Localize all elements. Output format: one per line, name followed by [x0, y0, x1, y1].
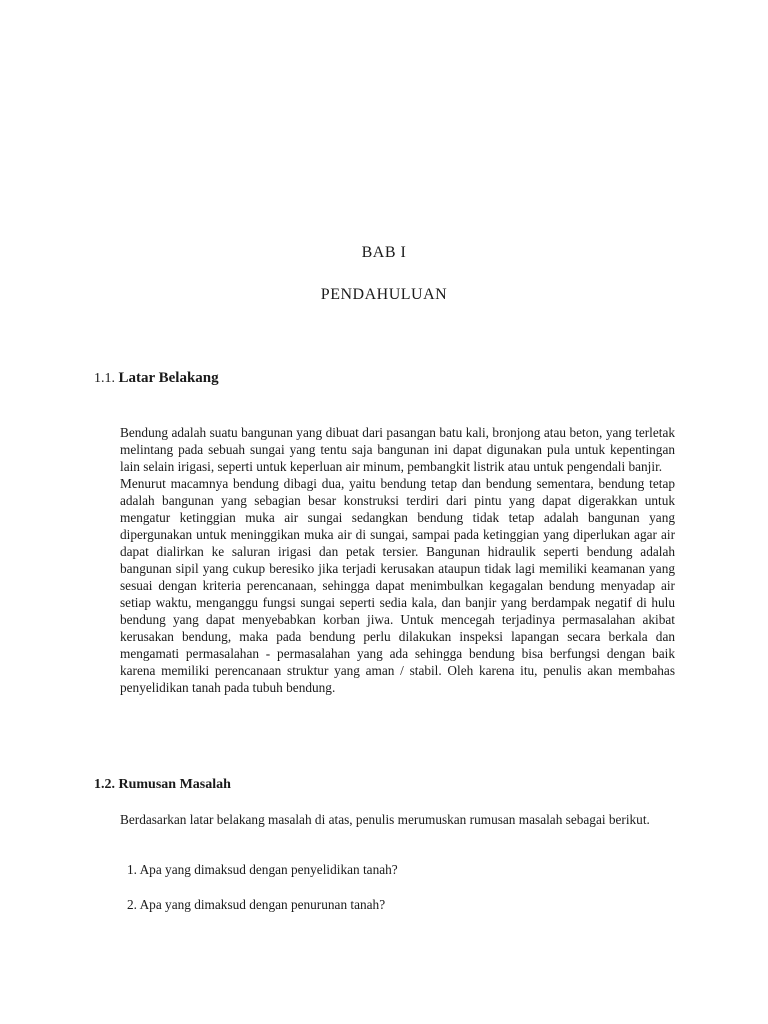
section-heading-rumusan-masalah: [94, 777, 231, 793]
paragraph: Bendung adalah suatu bangunan yang dibuat dari pasangan batu kali, bronjong atau beton, yang terletak melintang pada sebuah sungai yang tentu saja bangunan ini dapat digunakan pula untuk kepentingan lain selain irigasi, seperti untuk keperluan air minum, pembangkit listrik atau untuk pengendali banjir.: [120, 425, 675, 474]
paragraph: Menurut macamnya bendung dibagi dua, yaitu bendung tetap dan bendung sementara, bendung tetap adalah bangunan yang sebagian besar konstruksi terdiri dari pintu yang dapat digerakkan untuk mengatur ketinggian muka air sungai sedangkan bendung tidak tetap adalah bangunan yang dipergunakan untuk meninggikan muka air di sungai, sampai pada ketinggian yang diperlukan agar air dapat dialirkan ke saluran irigasi dan petak tersier. Bangunan hidraulik seperti bendung adalah bangunan sipil yang cukup beresiko jika terjadi kerusakan ataupun tidak lagi memiliki keamanan yang sesuai dengan kriteria perencanaan, sehingga dapat menimbulkan kegagalan bendung menyadap air setiap waktu, menganggu fungsi sungai seperti sedia kala, dan banjir yang berdampak negatif di hulu bendung yang dapat menyebabkan korban jiwa. Untuk mencegah terjadinya permasalahan akibat kerusakan bendung, maka pada bendung perlu dilakukan inspeksi lapangan secara berkala dan mengamati permasalahan - permasalahan yang ada sehingga bendung bisa berfungsi dengan baik karena memiliki perencanaan struktur yang aman / stabil. Oleh karena itu, penulis akan membahas penyelidikan tanah pada tubuh bendung.: [120, 476, 675, 695]
latar-belakang-body: [120, 424, 675, 696]
rumusan-masalah-body: [120, 811, 675, 828]
paragraph: Berdasarkan latar belakang masalah di atas, penulis merumuskan rumusan masalah sebagai berikut.: [120, 812, 650, 827]
chapter-number: BAB I: [361, 244, 407, 261]
list-item: 2. Apa yang dimaksud dengan penurunan tanah?: [127, 897, 386, 912]
section-number: 1.1.: [94, 371, 115, 386]
section-title: Latar Belakang: [118, 370, 219, 386]
section-number: 1.2.: [94, 777, 115, 792]
section-title: Rumusan Masalah: [118, 777, 231, 792]
list-item: 1. Apa yang dimaksud dengan penyelidikan tanah?: [127, 862, 398, 877]
chapter-title: PENDAHULUAN: [320, 286, 448, 303]
section-heading-latar-belakang: [94, 370, 219, 387]
